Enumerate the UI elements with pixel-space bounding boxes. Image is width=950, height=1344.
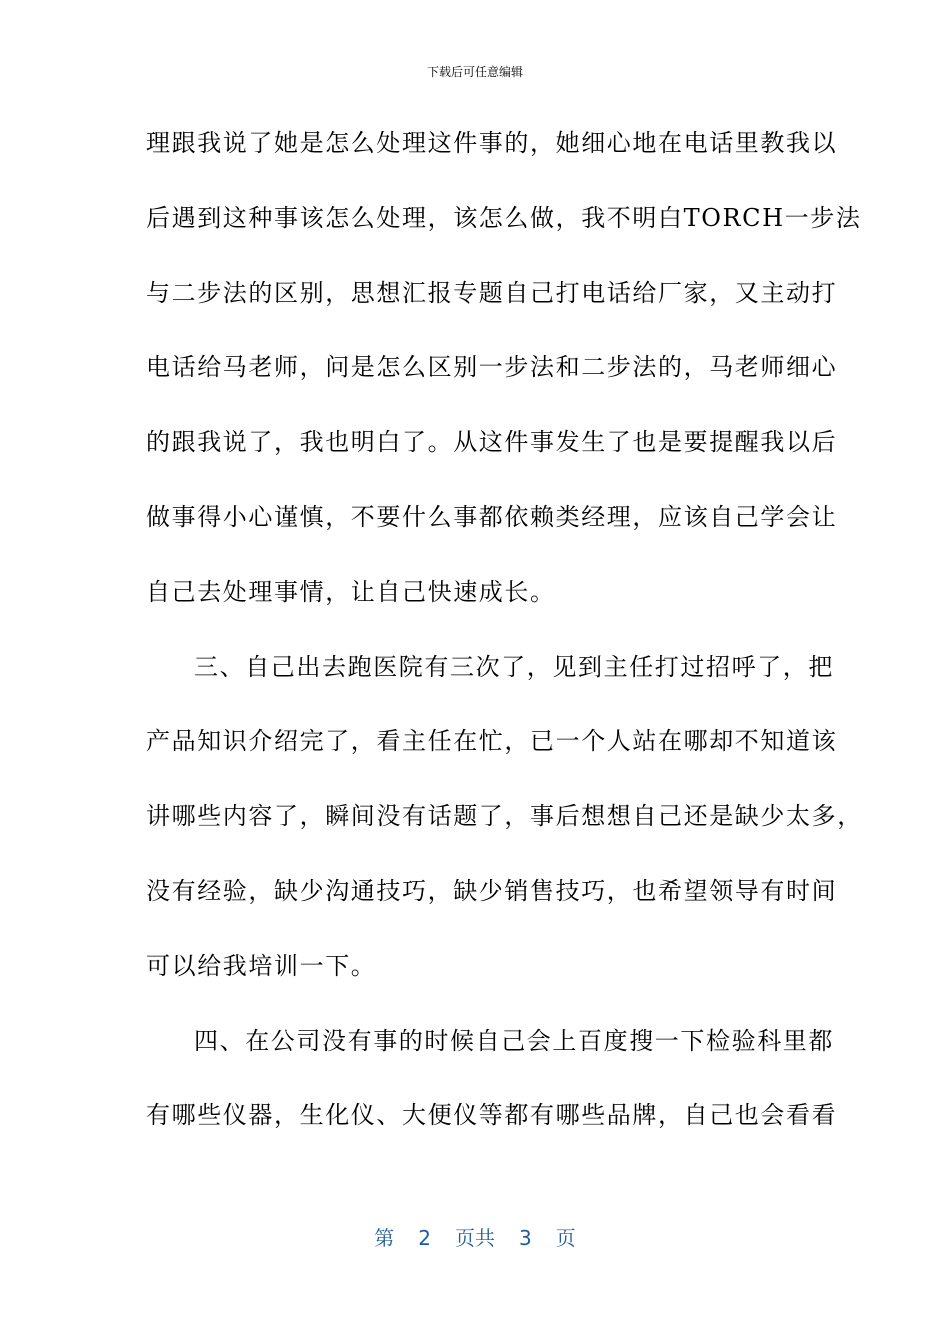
page-header: 下载后可任意编辑 bbox=[426, 65, 523, 79]
current-page-number: 2 bbox=[418, 1226, 431, 1250]
page-label-prefix: 第 bbox=[374, 1226, 395, 1250]
paragraph-start-line: 三、自己出去跑医院有三次了，见到主任打过招呼了，把 bbox=[194, 652, 834, 681]
text-line: 自己去处理事情，让自己快速成长。 bbox=[146, 577, 556, 606]
text-line: 可以给我培训一下。 bbox=[146, 951, 377, 980]
page-footer bbox=[0, 1224, 950, 1252]
text-line: 没有经验，缺少沟通技巧，缺少销售技巧，也希望领导有时间 bbox=[146, 876, 838, 905]
text-line: 产品知识介绍完了，看主任在忙，已一个人站在哪却不知道该 bbox=[146, 727, 838, 756]
text-line: 讲哪些内容了，瞬间没有话题了，事后想想自己还是缺少太多， bbox=[146, 802, 863, 831]
text-line: 后遇到这种事该怎么处理，该怎么做，我不明白TORCH一步法 bbox=[146, 203, 862, 232]
text-line: 有哪些仪器，生化仪、大便仪等都有哪些品牌，自己也会看看 bbox=[146, 1101, 838, 1130]
text-line: 的跟我说了，我也明白了。从这件事发生了也是要提醒我以后 bbox=[146, 428, 838, 457]
document-body bbox=[146, 122, 863, 1169]
page-label-middle: 页共 bbox=[455, 1226, 495, 1250]
text-line: 理跟我说了她是怎么处理这件事的，她细心地在电话里教我以 bbox=[146, 129, 838, 157]
text-line: 与二步法的区别，思想汇报专题自己打电话给厂家，又主动打 bbox=[146, 278, 838, 307]
text-line: 做事得小心谨慎，不要什么事都依赖类经理，应该自己学会让 bbox=[146, 502, 838, 531]
paragraph-start-line: 四、在公司没有事的时候自己会上百度搜一下检验科里都 bbox=[194, 1026, 834, 1055]
page-label-suffix: 页 bbox=[555, 1226, 576, 1250]
total-pages-number: 3 bbox=[519, 1226, 532, 1250]
text-line: 电话给马老师，问是怎么区别一步法和二步法的，马老师细心 bbox=[146, 353, 838, 382]
